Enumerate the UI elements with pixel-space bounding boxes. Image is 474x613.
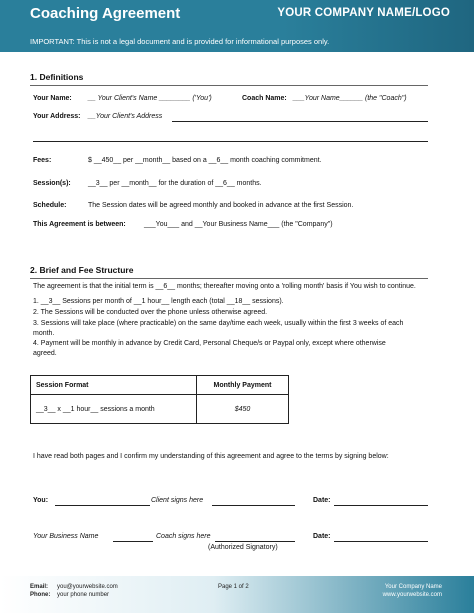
address-value[interactable]: __Your Client's Address [88,113,163,120]
brief-item-3: 3. Sessions will take place (where practicable) on the same day/time each week, usually within the first 3 weeks of each [33,320,404,327]
your-name-value[interactable]: __ Your Client's Name ________ ('You') [88,95,212,102]
footer-phone-label: Phone: [30,592,51,598]
brief-item-1: 1. __3__ Sessions per month of __1 hour__ length each (total __18__ sessions). [33,298,284,305]
schedule-value: The Session dates will be agreed monthly and booked in advance at the first Session. [88,202,354,209]
brief-item-4: 4. Payment will be monthly in advance by Credit Card, Personal Cheque/s or Paypal only, except where otherwise [33,340,386,347]
your-name-label: Your Name: [33,95,72,102]
footer-email-value[interactable]: you@yourwebsite.com [57,584,118,590]
important-notice: IMPORTANT: This is not a legal document and is provided for informational purposes only. [30,37,330,46]
section-definitions-heading: 1. Definitions [30,72,84,82]
fees-label: Fees: [33,157,52,164]
footer-page-number: Page 1 of 2 [218,584,249,590]
business-name: Your Business Name [33,533,99,540]
footer-email-label: Email: [30,584,49,590]
client-signature-hint[interactable]: Client signs here [151,497,204,504]
fees-value[interactable]: $ __450__ per __month__ based on a __6__ month coaching commitment. [88,157,322,164]
schedule-label: Schedule: [33,202,67,209]
brief-intro: The agreement is that the initial term is __6__ months; thereafter moving onto a 'rolling month' basis if You wish to continue. [33,283,416,290]
footer-phone-value: your phone number [57,592,110,598]
header-banner [0,0,474,52]
table-header-session-format: Session Format [31,376,197,395]
section-divider [30,278,428,279]
table-cell-session-format[interactable]: __3__ x __1 hour__ sessions a month [31,395,197,424]
brief-item-3-cont: month. [33,330,55,337]
agreement-between-label: This Agreement is between: [33,221,126,228]
agreement-between-value[interactable]: ___You___ and __Your Business Name___ (the "Company") [144,221,333,228]
coach-name-value[interactable]: ___Your Name______ (the "Coach") [293,95,407,102]
brief-item-4-cont: agreed. [33,350,57,357]
brief-item-2: 2. The Sessions will be conducted over the phone unless otherwise agreed. [33,309,268,316]
client-date-line[interactable] [334,505,428,506]
coach-date-label: Date: [313,533,331,540]
confirmation-text: I have read both pages and I confirm my understanding of this agreement and agree to the terms by signing below: [33,453,389,460]
client-signature-line-end [212,505,295,506]
footer-bar [0,576,474,613]
footer-company-name: Your Company Name [384,584,442,590]
coach-signature-line-end [215,541,295,542]
you-signature-label: You: [33,497,49,504]
client-signature-line [55,505,150,506]
section-divider [30,85,428,86]
coach-signature-hint[interactable]: Coach signs here [156,533,211,540]
authorized-signatory-label: (Authorized Signatory) [208,544,278,551]
section-brief-heading: 2. Brief and Fee Structure [30,265,134,275]
address-line-2 [33,141,428,142]
address-line [172,121,428,122]
sessions-value[interactable]: __3__ per __month__ for the duration of __6__ months. [88,180,262,187]
table-header-monthly-payment: Monthly Payment [197,376,289,395]
footer-website[interactable]: www.yourwebsite.com [382,592,442,598]
client-date-label: Date: [313,497,331,504]
company-logo-text: YOUR COMPANY NAME/LOGO [277,7,450,19]
address-label: Your Address: [33,113,81,120]
coach-signature-line [113,541,153,542]
table-cell-monthly-payment[interactable]: $450 [197,395,289,424]
coach-name-label: Coach Name: [242,95,287,102]
sessions-label: Session(s): [33,180,71,187]
coach-date-line[interactable] [334,541,428,542]
session-format-table [30,375,289,424]
document-title: Coaching Agreement [30,5,181,22]
